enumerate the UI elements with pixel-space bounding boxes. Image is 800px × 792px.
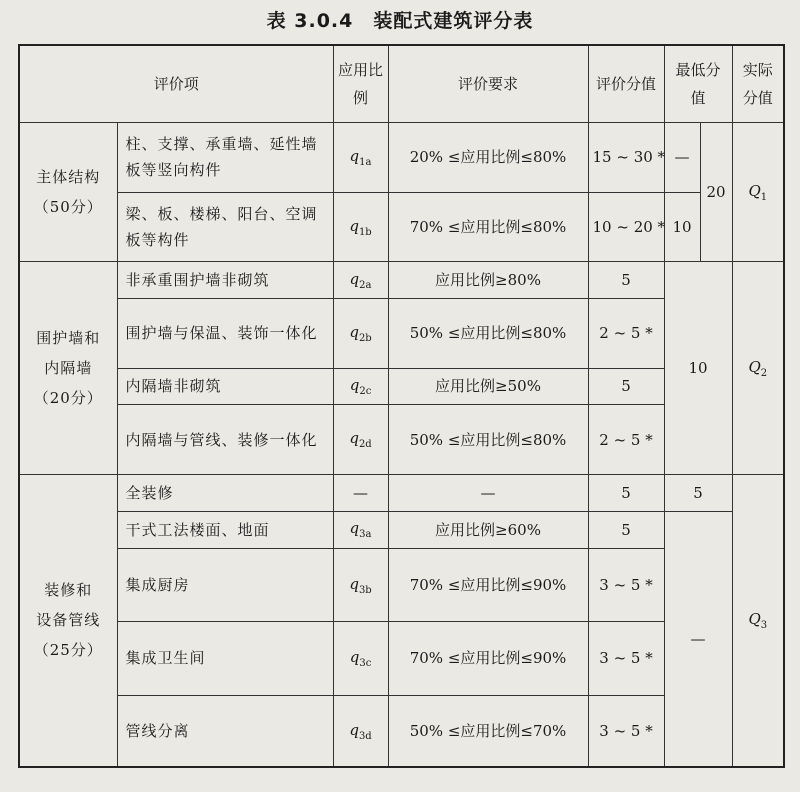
item-cell: 柱、支撑、承重墙、延性墙板等竖向构件 (117, 123, 333, 193)
min-cell: — (664, 123, 700, 193)
ratio-cell: $q_{3c}$ (333, 622, 388, 696)
ratio-cell: — (333, 474, 388, 511)
requirement-cell: 50% ≤应用比例≤70% (388, 695, 588, 767)
ratio-cell: $q_{2a}$ (333, 262, 388, 299)
ratio-cell: $q_{2d}$ (333, 405, 388, 475)
table-row (19, 511, 784, 548)
score-cell: 5 (588, 474, 664, 511)
group-main-points: （50分） (33, 198, 103, 217)
requirement-cell: 70% ≤应用比例≤80% (388, 192, 588, 262)
score-cell: 3 ~ 5 * (588, 548, 664, 622)
table-row (19, 474, 784, 511)
item-cell: 梁、板、楼梯、阳台、空调板等构件 (117, 192, 333, 262)
header-requirement: 评价要求 (388, 45, 588, 123)
header-item: 评价项 (19, 45, 333, 123)
ratio-cell: $q_{3d}$ (333, 695, 388, 767)
assessment-table (18, 44, 785, 768)
group-fitout-name-1: 装修和 (44, 581, 93, 600)
item-cell: 集成厨房 (117, 548, 333, 622)
group-fitout-points: （25分） (33, 641, 103, 660)
header-min-score: 最低分值 (664, 45, 732, 123)
ratio-cell: $q_{2b}$ (333, 299, 388, 369)
item-cell: 干式工法楼面、地面 (117, 511, 333, 548)
group-fitout-actual: $Q_3$ (732, 474, 784, 767)
score-cell: 3 ~ 5 * (588, 695, 664, 767)
requirement-cell: 50% ≤应用比例≤80% (388, 405, 588, 475)
item-cell: 内隔墙与管线、装修一体化 (117, 405, 333, 475)
group-envelope-name-2: 内隔墙 (44, 359, 93, 378)
group-main (19, 123, 117, 262)
ratio-cell: $q_{1b}$ (333, 192, 388, 262)
score-cell: 3 ~ 5 * (588, 622, 664, 696)
item-cell: 集成卫生间 (117, 622, 333, 696)
group-main-actual: $Q_1$ (732, 123, 784, 262)
item-cell: 围护墙与保温、装饰一体化 (117, 299, 333, 369)
score-cell: 15 ~ 30 * (588, 123, 664, 193)
requirement-cell: — (388, 474, 588, 511)
score-cell: 5 (588, 511, 664, 548)
item-cell: 全装修 (117, 474, 333, 511)
ratio-cell: $q_{1a}$ (333, 123, 388, 193)
group-main-name: 主体结构 (36, 168, 101, 187)
ratio-cell: $q_{3b}$ (333, 548, 388, 622)
header-ratio: 应用比例 (333, 45, 388, 123)
score-cell: 5 (588, 368, 664, 405)
requirement-cell: 70% ≤应用比例≤90% (388, 548, 588, 622)
group-main-min: 20 (700, 123, 732, 262)
item-cell: 管线分离 (117, 695, 333, 767)
item-cell: 非承重围护墙非砌筑 (117, 262, 333, 299)
score-cell: 2 ~ 5 * (588, 299, 664, 369)
requirement-cell: 20% ≤应用比例≤80% (388, 123, 588, 193)
table-title: 表 3.0.4 装配式建筑评分表 (266, 10, 534, 32)
header-row (19, 45, 784, 123)
header-score: 评价分值 (588, 45, 664, 123)
requirement-cell: 50% ≤应用比例≤80% (388, 299, 588, 369)
item-cell: 内隔墙非砌筑 (117, 368, 333, 405)
group-envelope-name-1: 围护墙和 (36, 329, 101, 348)
group-envelope-min: 10 (664, 262, 732, 475)
requirement-cell: 应用比例≥80% (388, 262, 588, 299)
score-cell: 5 (588, 262, 664, 299)
table-row (19, 192, 784, 262)
min-cell: 5 (664, 474, 732, 511)
group-envelope (19, 262, 117, 475)
min-cell: 10 (664, 192, 700, 262)
header-actual: 实际分值 (732, 45, 784, 123)
score-cell: 10 ~ 20 * (588, 192, 664, 262)
group-envelope-points: （20分） (33, 389, 103, 408)
requirement-cell: 70% ≤应用比例≤90% (388, 622, 588, 696)
ratio-cell: $q_{2c}$ (333, 368, 388, 405)
group-fitout-name-2: 设备管线 (36, 611, 101, 630)
table-row (19, 262, 784, 299)
requirement-cell: 应用比例≥50% (388, 368, 588, 405)
requirement-cell: 应用比例≥60% (388, 511, 588, 548)
score-cell: 2 ~ 5 * (588, 405, 664, 475)
table-row (19, 123, 784, 193)
group-fitout-min: — (664, 511, 732, 767)
group-envelope-actual: $Q_2$ (732, 262, 784, 475)
ratio-cell: $q_{3a}$ (333, 511, 388, 548)
group-fitout (19, 474, 117, 767)
